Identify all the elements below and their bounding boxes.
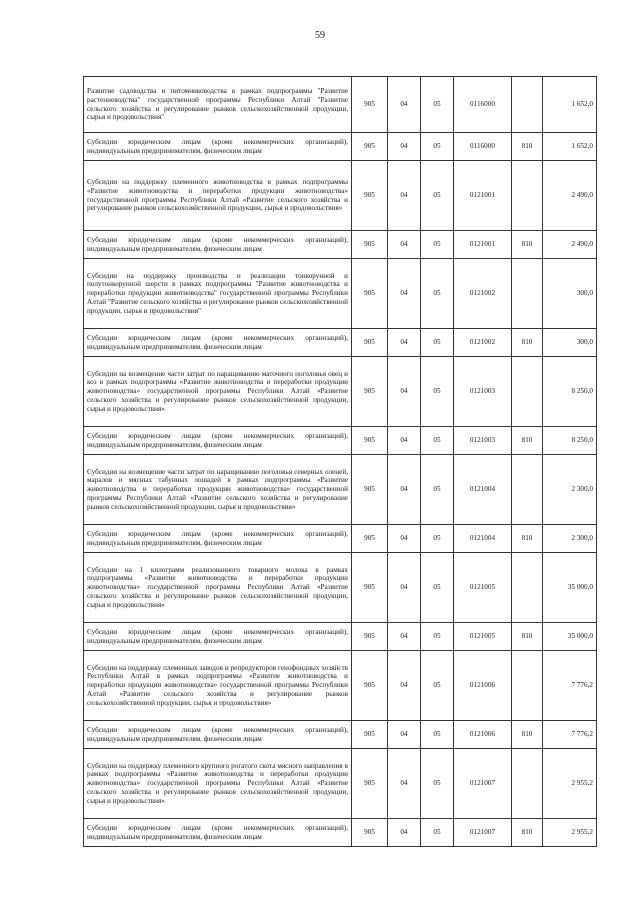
- table-row: [84, 455, 597, 525]
- table-row: [84, 133, 597, 161]
- row-target-article-code: 0121001: [454, 231, 512, 259]
- row-subsection-code: 05: [421, 651, 454, 721]
- table-row: [84, 553, 597, 623]
- row-section-code: 04: [388, 819, 421, 847]
- row-section-code: 04: [388, 133, 421, 161]
- row-target-article-code: 0121006: [454, 721, 512, 749]
- row-subsection-code: 05: [421, 231, 454, 259]
- table-row: [84, 161, 597, 231]
- row-grbs-code: 905: [352, 77, 388, 133]
- table-row: [84, 623, 597, 651]
- row-description: Субсидии на возмещение части затрат по наращиванию поголовья северных оленей, маралов и мясных табунных лошадей в рамках подпрограммы «Развитие животноводства и переработки продукции животноводства» государственной программы Республики Алтай «Развитие сельского хозяйства и регулирование рынков сельскохозяйственной продукции, сырья и продовольствия»: [84, 455, 352, 525]
- row-target-article-code: 0121002: [454, 259, 512, 329]
- row-description: Субсидии на 1 килограмм реализованного товарного молока в рамках подпрограммы «Развитие животноводства и переработки продукции животноводства» государственной программы Республики Алтай «Развитие сельского хозяйства и регулирование рынков сельскохозяйственной продукции, сырья и продовольствия»: [84, 553, 352, 623]
- row-section-code: 04: [388, 455, 421, 525]
- row-grbs-code: 905: [352, 819, 388, 847]
- row-expense-type-code: 810: [512, 623, 543, 651]
- row-target-article-code: 0121005: [454, 553, 512, 623]
- row-expense-type-code: 810: [512, 427, 543, 455]
- table-row: [84, 525, 597, 553]
- row-expense-type-code: 810: [512, 133, 543, 161]
- row-amount: 7 776,2: [543, 721, 597, 749]
- table-row: [84, 721, 597, 749]
- row-subsection-code: 05: [421, 819, 454, 847]
- row-section-code: 04: [388, 329, 421, 357]
- row-expense-type-code: [512, 357, 543, 427]
- row-target-article-code: 0121007: [454, 749, 512, 819]
- row-grbs-code: 905: [352, 231, 388, 259]
- row-description: Субсидии юридическим лицам (кроме некоммерческих организаций), индивидуальным предпринимателям, физическим лицам: [84, 427, 352, 455]
- row-subsection-code: 05: [421, 77, 454, 133]
- row-grbs-code: 905: [352, 259, 388, 329]
- row-expense-type-code: [512, 77, 543, 133]
- row-description: Субсидии на поддержку племенного крупного рогатого скота мясного направления в рамках подпрограммы «Развитие животноводства и переработки продукции животноводства» государственной программы Республики Алтай «Развитие сельского хозяйства и регулирование рынков сельскохозяйственной продукции, сырья и продовольствия»: [84, 749, 352, 819]
- row-target-article-code: 0121004: [454, 525, 512, 553]
- row-target-article-code: 0116000: [454, 133, 512, 161]
- row-expense-type-code: [512, 455, 543, 525]
- row-grbs-code: 905: [352, 427, 388, 455]
- row-grbs-code: 905: [352, 161, 388, 231]
- table-row: [84, 231, 597, 259]
- table-row: [84, 819, 597, 847]
- row-expense-type-code: 810: [512, 525, 543, 553]
- row-expense-type-code: [512, 161, 543, 231]
- row-amount: 8 250,0: [543, 357, 597, 427]
- row-amount: 300,0: [543, 329, 597, 357]
- row-section-code: 04: [388, 623, 421, 651]
- row-target-article-code: 0121007: [454, 819, 512, 847]
- row-amount: 2 955,2: [543, 749, 597, 819]
- row-section-code: 04: [388, 357, 421, 427]
- row-amount: 2 490,0: [543, 161, 597, 231]
- table-row: [84, 651, 597, 721]
- row-subsection-code: 05: [421, 427, 454, 455]
- row-target-article-code: 0121003: [454, 427, 512, 455]
- page-number: 59: [315, 30, 325, 41]
- row-grbs-code: 905: [352, 525, 388, 553]
- row-amount: 2 955,2: [543, 819, 597, 847]
- row-subsection-code: 05: [421, 133, 454, 161]
- budget-table: [83, 76, 597, 847]
- row-grbs-code: 905: [352, 329, 388, 357]
- row-section-code: 04: [388, 525, 421, 553]
- row-amount: 1 652,0: [543, 77, 597, 133]
- row-subsection-code: 05: [421, 525, 454, 553]
- row-grbs-code: 905: [352, 749, 388, 819]
- row-expense-type-code: 810: [512, 819, 543, 847]
- row-amount: 35 000,0: [543, 623, 597, 651]
- row-expense-type-code: [512, 553, 543, 623]
- row-amount: 8 250,0: [543, 427, 597, 455]
- table-row: [84, 357, 597, 427]
- row-subsection-code: 05: [421, 357, 454, 427]
- row-subsection-code: 05: [421, 455, 454, 525]
- row-section-code: 04: [388, 427, 421, 455]
- row-description: Субсидии на поддержку племенных заводов и репродукторов генофондных хозяйств Республики Алтай в рамках подпрограммы «Развитие животноводства и переработки продукции животноводства» государственной программы Республики Алтай «Развитие сельского хозяйства и регулирование рынков сельскохозяйственной продукции, сырья и продовольствия»: [84, 651, 352, 721]
- row-grbs-code: 905: [352, 455, 388, 525]
- row-description: Субсидии юридическим лицам (кроме некоммерческих организаций), индивидуальным предпринимателям, физическим лицам: [84, 329, 352, 357]
- table-row: [84, 77, 597, 133]
- row-amount: 2 300,0: [543, 455, 597, 525]
- row-amount: 300,0: [543, 259, 597, 329]
- row-description: Субсидии на поддержку производства и реализации тонкорунной и полутонкорунной шерсти в рамках подпрограммы "Развитие животноводства и переработки продукции животноводства" государственной программы Республики Алтай "Развитие сельского хозяйства и регулирование рынков сельскохозяйственной продукции, сырья и продовольствия": [84, 259, 352, 329]
- row-grbs-code: 905: [352, 357, 388, 427]
- row-description: Субсидии юридическим лицам (кроме некоммерческих организаций), индивидуальным предпринимателям, физическим лицам: [84, 819, 352, 847]
- table-row: [84, 749, 597, 819]
- row-amount: 35 000,0: [543, 553, 597, 623]
- row-target-article-code: 0121001: [454, 161, 512, 231]
- row-description: Субсидии юридическим лицам (кроме некоммерческих организаций), индивидуальным предпринимателям, физическим лицам: [84, 721, 352, 749]
- row-amount: 2 490,0: [543, 231, 597, 259]
- row-subsection-code: 05: [421, 259, 454, 329]
- row-grbs-code: 905: [352, 553, 388, 623]
- row-section-code: 04: [388, 651, 421, 721]
- row-expense-type-code: [512, 259, 543, 329]
- row-expense-type-code: [512, 749, 543, 819]
- row-grbs-code: 905: [352, 721, 388, 749]
- row-expense-type-code: [512, 651, 543, 721]
- row-grbs-code: 905: [352, 651, 388, 721]
- row-section-code: 04: [388, 231, 421, 259]
- row-description: Субсидии юридическим лицам (кроме некоммерческих организаций), индивидуальным предпринимателям, физическим лицам: [84, 133, 352, 161]
- row-section-code: 04: [388, 259, 421, 329]
- row-target-article-code: 0121006: [454, 651, 512, 721]
- row-section-code: 04: [388, 161, 421, 231]
- row-grbs-code: 905: [352, 623, 388, 651]
- row-amount: 7 776,2: [543, 651, 597, 721]
- row-section-code: 04: [388, 721, 421, 749]
- table-row: [84, 329, 597, 357]
- budget-table-body: [84, 77, 597, 847]
- row-target-article-code: 0121005: [454, 623, 512, 651]
- row-target-article-code: 0121003: [454, 357, 512, 427]
- row-subsection-code: 05: [421, 329, 454, 357]
- row-subsection-code: 05: [421, 161, 454, 231]
- row-subsection-code: 05: [421, 721, 454, 749]
- row-expense-type-code: 810: [512, 721, 543, 749]
- row-description: Субсидии юридическим лицам (кроме некоммерческих организаций), индивидуальным предпринимателям, физическим лицам: [84, 525, 352, 553]
- row-amount: 2 300,0: [543, 525, 597, 553]
- row-description: Субсидии юридическим лицам (кроме некоммерческих организаций), индивидуальным предпринимателям, физическим лицам: [84, 623, 352, 651]
- row-grbs-code: 905: [352, 133, 388, 161]
- row-target-article-code: 0121002: [454, 329, 512, 357]
- table-row: [84, 427, 597, 455]
- row-expense-type-code: 810: [512, 231, 543, 259]
- row-subsection-code: 05: [421, 623, 454, 651]
- row-subsection-code: 05: [421, 749, 454, 819]
- row-subsection-code: 05: [421, 553, 454, 623]
- row-section-code: 04: [388, 77, 421, 133]
- row-target-article-code: 0116000: [454, 77, 512, 133]
- row-section-code: 04: [388, 749, 421, 819]
- row-target-article-code: 0121004: [454, 455, 512, 525]
- row-section-code: 04: [388, 553, 421, 623]
- row-amount: 1 652,0: [543, 133, 597, 161]
- row-description: Субсидии юридическим лицам (кроме некоммерческих организаций), индивидуальным предпринимателям, физическим лицам: [84, 231, 352, 259]
- row-description: Субсидии на поддержку племенного животноводства в рамках подпрограммы «Развитие животноводства и переработки продукции животноводства» государственной программы Республики Алтай «Развитие сельского хозяйства и регулирование рынков сельскохозяйственной продукции, сырья и продовольствия»: [84, 161, 352, 231]
- row-description: Субсидии на возмещение части затрат по наращиванию маточного поголовья овец и коз в рамках подпрограммы «Развитие животноводства и переработки продукции животноводства» государственной программы Республики Алтай «Развитие сельского хозяйства и регулирование рынков сельскохозяйственной продукции, сырья и продовольствия»: [84, 357, 352, 427]
- row-expense-type-code: 810: [512, 329, 543, 357]
- row-description: Развитие садоводства и питомниководства в рамках подпрограммы "Развитие растениеводства" государственной программы Республики Алтай "Развитие сельского хозяйства и регулирование рынков сельскохозяйственной продукции, сырья и продовольствия": [84, 77, 352, 133]
- table-row: [84, 259, 597, 329]
